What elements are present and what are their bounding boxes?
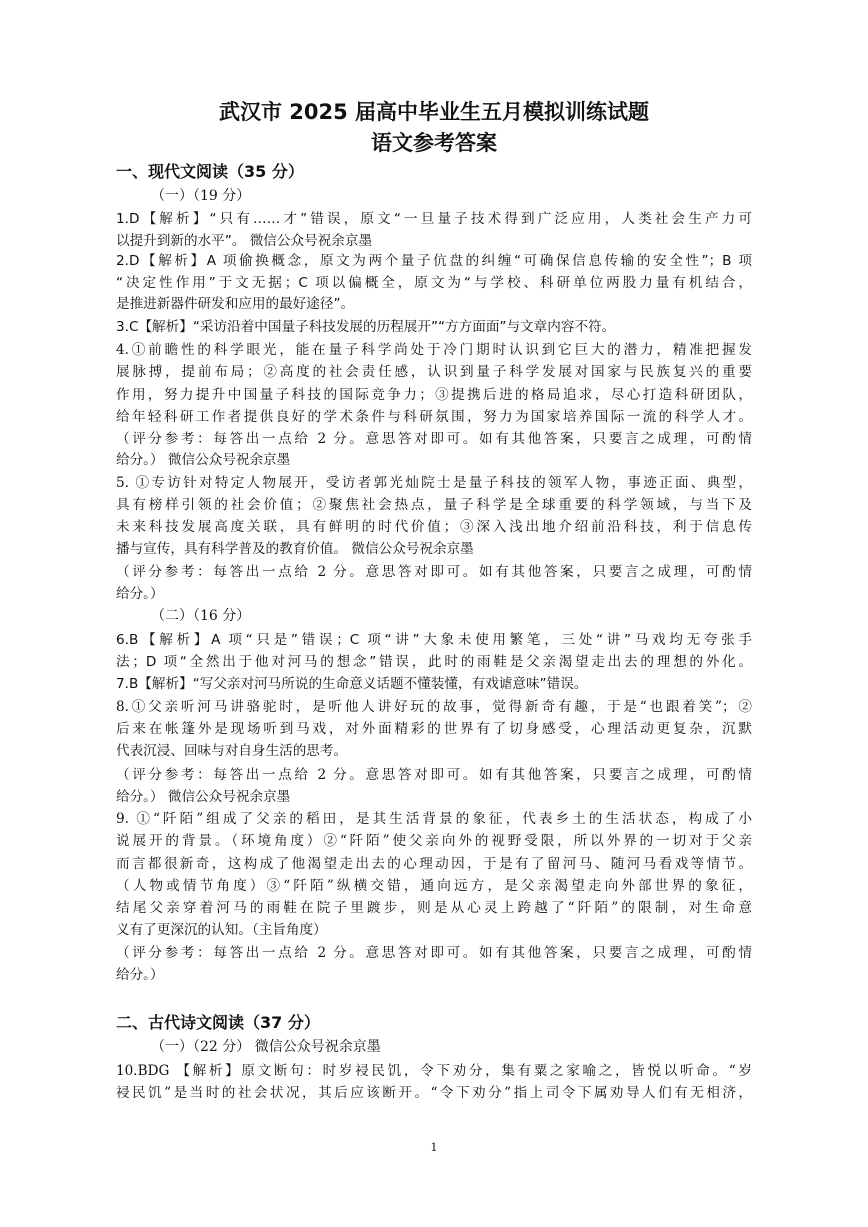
answer-line: （人物或情节角度）③“阡陌”纵横交错，通向远方，是父亲渴望走向外部世界的象征， (116, 878, 752, 894)
scoring-note: （评分参考：每答出一点给 2 分。意思答对即可。如有其他答案，只要言之成理，可酌情 (116, 564, 752, 580)
answer-line: 具有榜样引领的社会价值；②聚焦社会热点，量子科学是全球重要的科学领域，与当下及 (116, 497, 752, 513)
document-title: 武汉市 2025 届高中毕业生五月模拟训练试题 (218, 100, 650, 124)
answer-line: 8.①父亲听河马讲骆驼时，是听他人讲好玩的故事，觉得新奇有趣，于是“也跟着笑”；② (116, 699, 752, 715)
scoring-note: 给分。） 微信公众号祝余京墨 (116, 452, 291, 468)
scoring-note: 给分。） (116, 967, 164, 983)
subsection-heading-part-two: （二）（16 分） (151, 608, 251, 624)
scoring-note: （评分参考：每答出一点给 2 分。意思答对即可。如有其他答案，只要言之成理，可酌情 (116, 767, 752, 783)
answer-line: 4.①前瞻性的科学眼光，能在量子科学尚处于冷门期时认识到它巨大的潜力，精准把握发 (116, 342, 752, 358)
answer-line: 法；D 项“全然出于他对河马的想念”错误，此时的雨鞋是父亲渴望走出去的理想的外化。 (116, 654, 752, 670)
scoring-note: （评分参考：每答出一点给 2 分。意思答对即可。如有其他答案，只要言之成理，可酌情 (116, 431, 752, 447)
answer-line: 10.BDG 【解析】原文断句：时岁祲民饥，令下劝分，集有粟之家喻之，皆悦以听命。“岁 (116, 1063, 752, 1079)
answer-line: 5. ①专访针对特定人物展开，受访者郭光灿院士是量子科技的领军人物，事迹正面、典型， (116, 475, 752, 491)
answer-line: 7.B【解析】“写父亲对河马所说的生命意义话题不懂装懂，有戏谑意味”错误。 (116, 676, 588, 692)
answer-line: 6.B【解析】A 项“只是”错误；C 项“讲”大象未使用繁笔，三处“讲”马戏均无夸张手 (116, 632, 752, 648)
scoring-note: 给分。） 微信公众号祝余京墨 (116, 789, 291, 805)
answer-line: “决定性作用”于文无据；C 项以偏概全，原文为“与学校、科研单位两股力量有机结合， (116, 275, 752, 291)
answer-line: 未来科技发展高度关联，具有鲜明的时代价值；③深入浅出地介绍前沿科技，利于信息传 (116, 519, 752, 535)
answer-line: 作用，努力提升中国量子科技的国际竞争力；③提携后进的格局追求，尽心打造科研团队， (116, 387, 752, 403)
answer-line: 义有了更深沉的认知。（主旨角度） (116, 922, 327, 938)
answer-line: 说展开的背景。（环境角度）②“阡陌”使父亲向外的视野受限，所以外界的一切对于父亲 (116, 833, 752, 849)
page-number: 1 (430, 1141, 438, 1154)
scoring-note: （评分参考：每答出一点给 2 分。意思答对即可。如有其他答案，只要言之成理，可酌情 (116, 945, 752, 961)
answer-line: 而言都很新奇，这构成了他渴望走出去的心理动因，于是有了留河马、随河马看戏等情节。 (116, 856, 752, 872)
answer-line: 3.C【解析】“采访沿着中国量子科技发展的历程展开”“方方面面”与文章内容不符。 (116, 319, 616, 335)
answer-line: 代表沉浸、回味与对自身生活的思考。 (116, 743, 348, 759)
answer-line: 展脉搏，提前布局；②高度的社会责任感，认识到量子科学发展对国家与民族复兴的重要 (116, 364, 752, 380)
answer-line: 祲民饥”是当时的社会状况，其后应该断开。“令下劝分”指上司令下属劝导人们有无相济， (116, 1085, 752, 1101)
subsection-heading-part-one: （一）（19 分） (151, 188, 251, 204)
answer-line: 后来在帐篷外是现场听到马戏，对外面精彩的世界有了切身感受，心理活动更复杂，沉默 (116, 721, 752, 737)
answer-line: 是推进新器件研发和应用的最好途径”。 (116, 296, 355, 312)
section-heading-modern-reading: 一、现代文阅读（35 分） (116, 162, 304, 181)
answer-line: 2.D【解析】A 项偷换概念，原文为两个量子伉盘的纠缠“可确保信息传输的安全性”；B 项 (116, 253, 752, 269)
answer-line: 1.D【解析】“只有……才”错误，原文“一旦量子技术得到广泛应用，人类社会生产力可 (116, 211, 752, 227)
answer-line: 9. ①“阡陌”组成了父亲的稻田，是其生活背景的象征，代表乡土的生活状态，构成了小 (116, 811, 752, 827)
answer-line: 播与宣传，具有科学普及的教育价值。 微信公众号祝余京墨 (116, 541, 474, 557)
subsection-heading-classical-part-one: （一）（22 分） 微信公众号祝余京墨 (151, 1039, 381, 1055)
answer-line: 结尾父亲穿着河马的雨鞋在院子里踱步，则是从心灵上跨越了“阡陌”的限制，对生命意 (116, 900, 752, 916)
document-subtitle: 语文参考答案 (371, 131, 497, 155)
section-heading-classical-reading: 二、古代诗文阅读（37 分） (116, 1013, 320, 1032)
scoring-note: 给分。） (116, 586, 164, 602)
answer-line: 以提升到新的水平”。 微信公众号祝余京墨 (116, 233, 373, 249)
answer-line: 给年轻科研工作者提供良好的学术条件与科研氛围，努力为国家培养国际一流的科学人才。 (116, 409, 752, 425)
